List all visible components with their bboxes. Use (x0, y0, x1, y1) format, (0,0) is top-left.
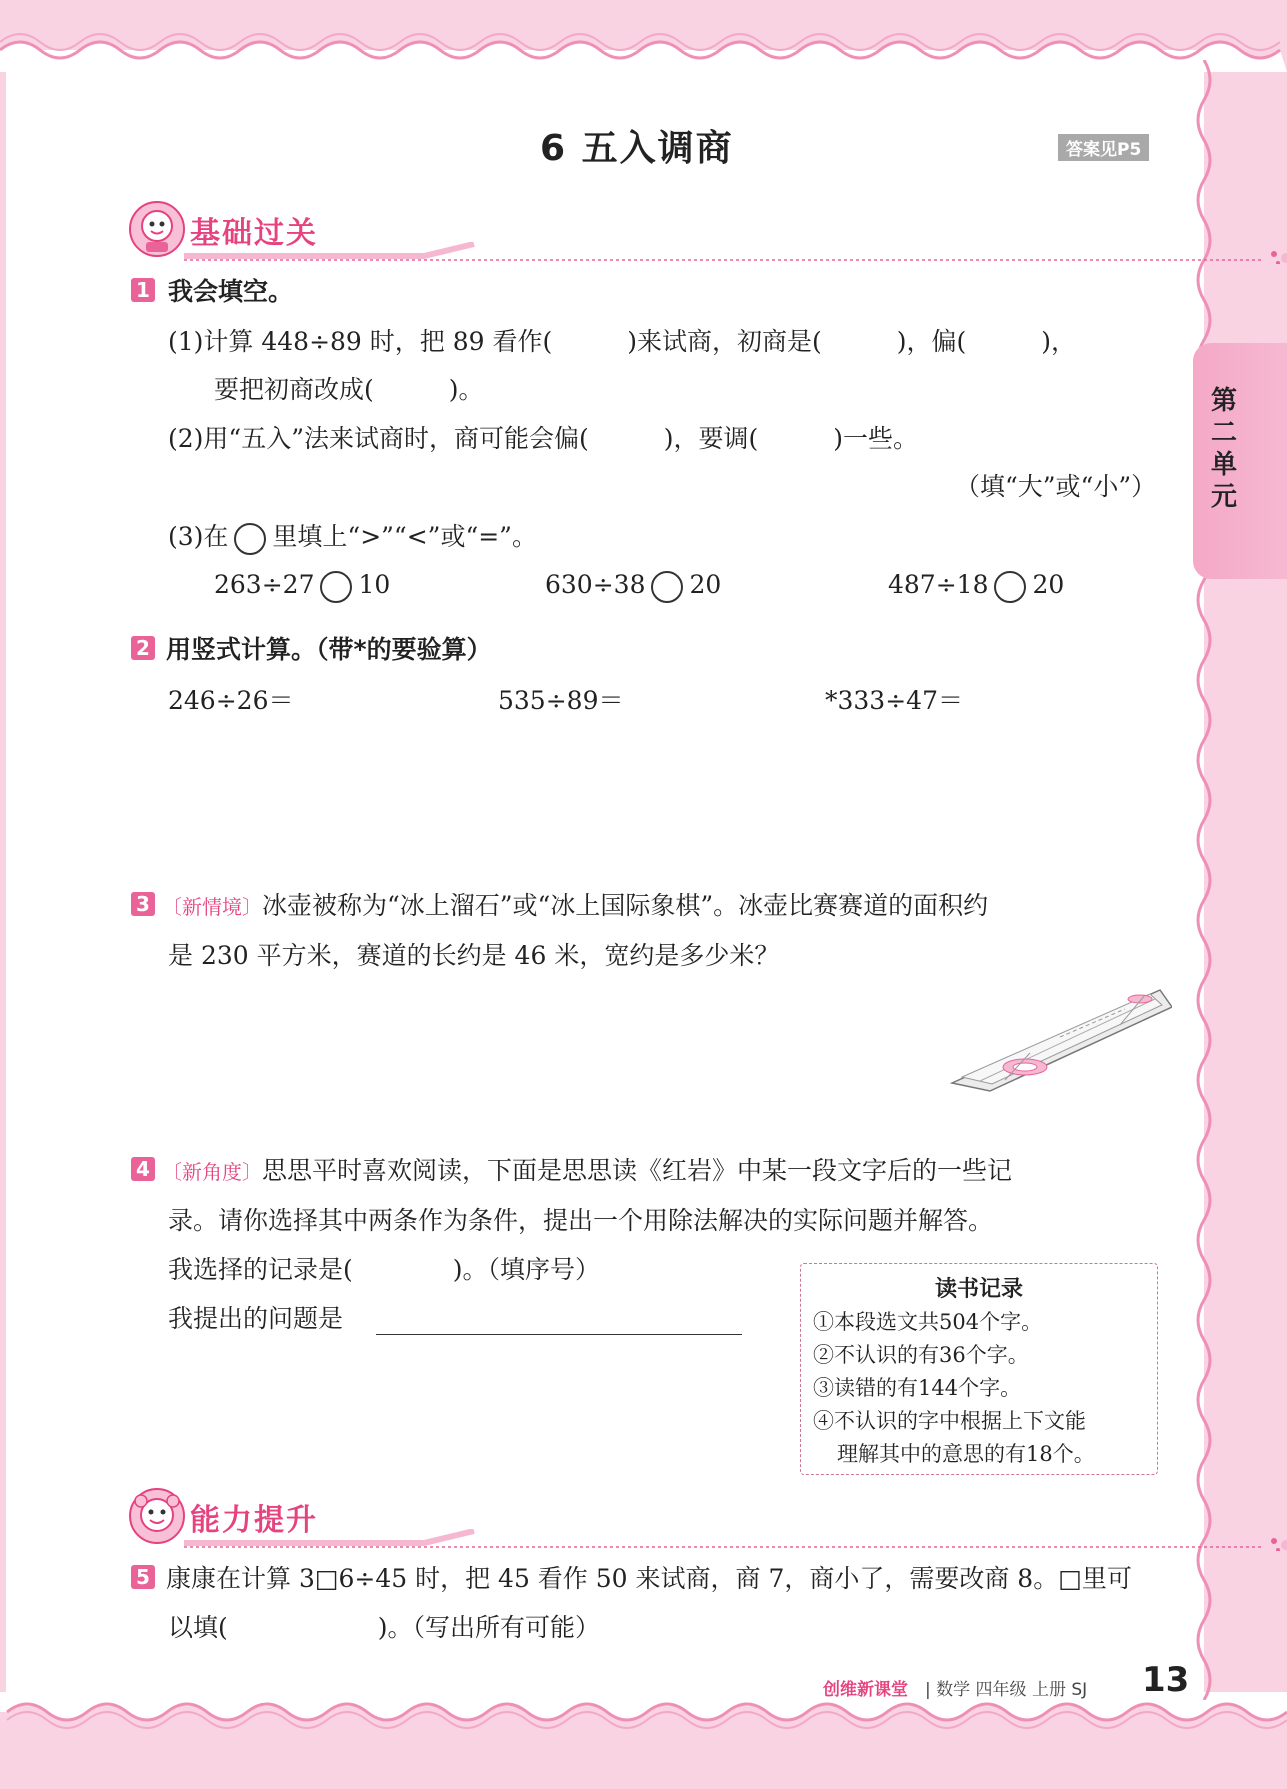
section-divider (184, 242, 1287, 264)
comparison-item-1 (214, 570, 390, 603)
question-number-2: 2 (131, 636, 155, 660)
unit-side-tab (1193, 343, 1287, 579)
comparison-answer-circle[interactable] (994, 571, 1026, 603)
q1-part2-line1: (2)用“五入”法来试商时，商可能会偏( )，要调( )一些。 (168, 424, 918, 453)
footer-brand: 创维新课堂 (823, 1680, 908, 1700)
question-number-4: 4 (131, 1157, 155, 1181)
comparison-item-3 (888, 570, 1064, 603)
comparison-item-2 (545, 570, 721, 603)
section-divider (184, 1529, 1287, 1551)
top-wave-border (0, 32, 1287, 72)
q2-prompt: 用竖式计算。（带*的要验算） (166, 635, 492, 664)
section-advanced (128, 1487, 1198, 1547)
comparison-left: 263÷27 (214, 570, 315, 599)
reading-record-item: ①本段选文共504个字。 (813, 1310, 1043, 1334)
comparison-right: 10 (358, 570, 391, 599)
section-basic-title: 基础过关 (190, 216, 318, 251)
right-wave-border (1190, 60, 1216, 1700)
mascot-icon (128, 1487, 186, 1545)
bottom-wave-border (0, 1692, 1287, 1732)
q4-answer-line[interactable] (376, 1334, 742, 1335)
q2-item-2: 535÷89＝ (498, 686, 624, 715)
q1-part1-line2: 要把初商改成( )。 (214, 375, 484, 404)
q4-line3: 我选择的记录是( )。（填序号） (168, 1255, 601, 1284)
reading-record-item: ②不认识的有36个字。 (813, 1343, 1029, 1367)
q3-text1: 冰壶被称为“冰上溜石”或“冰上国际象棋”。冰壶比赛赛道的面积约 (262, 891, 989, 920)
section-basic (128, 200, 1198, 260)
question-number-5: 5 (131, 1565, 155, 1589)
q5-line1: 康康在计算 3□6÷45 时，把 45 看作 50 来试商，商 7，商小了，需要改商 8。□里可 (166, 1564, 1132, 1593)
q4-tag: 〔新角度〕 (162, 1160, 262, 1184)
unit-side-tab-label: 第二单元 (1211, 386, 1238, 512)
mascot-icon (128, 200, 186, 258)
page-number: 13 (1142, 1660, 1190, 1700)
q4-line1 (162, 1151, 1012, 1187)
reading-record-box (800, 1263, 1158, 1475)
reading-record-item: ④不认识的字中根据上下文能 (813, 1409, 1086, 1433)
q4-text1: 思思平时喜欢阅读，下面是思思读《红岩》中某一段文字后的一些记 (262, 1156, 1013, 1185)
comparison-left: 630÷38 (545, 570, 646, 599)
curling-track-illustration (950, 985, 1172, 1093)
question-number-3: 3 (131, 892, 155, 916)
comparison-right: 20 (689, 570, 722, 599)
q4-line2: 录。请你选择其中两条作为条件，提出一个用除法解决的实际问题并解答。 (168, 1206, 994, 1235)
q1-part2-hint: （填“大”或“小”） (955, 472, 1157, 501)
q2-item-3: *333÷47＝ (825, 686, 963, 715)
q4-line4: 我提出的问题是 (168, 1304, 344, 1333)
section-advanced-title: 能力提升 (190, 1503, 318, 1538)
question-number-1: 1 (131, 278, 155, 302)
q5-line2: 以填( )。（写出所有可能） (168, 1613, 601, 1642)
comparison-answer-circle[interactable] (320, 571, 352, 603)
reading-record-title: 读书记录 (934, 1277, 1023, 1302)
q3-line1 (162, 886, 988, 922)
comparison-right: 20 (1032, 570, 1065, 599)
reading-record-item: ③读错的有144个字。 (813, 1376, 1022, 1400)
q3-line2: 是 230 平方米，赛道的长约是 46 米，宽约是多少米？ (168, 941, 780, 970)
page-title: 6 五入调商 (540, 128, 734, 169)
comparison-left: 487÷18 (888, 570, 989, 599)
answer-reference-badge: 答案见P5 (1058, 134, 1149, 161)
comparison-circle (234, 523, 266, 555)
q1-part3 (168, 517, 537, 555)
q1-prompt: 我会填空。 (168, 277, 294, 306)
q1-part3-prefix: (3)在 (168, 522, 229, 551)
q3-tag: 〔新情境〕 (162, 895, 262, 919)
footer-subtitle: | 数学 四年级 上册 SJ (925, 1680, 1088, 1700)
q2-item-1: 246÷26＝ (168, 686, 294, 715)
reading-record-item: 理解其中的意思的有18个。 (837, 1442, 1095, 1466)
q1-part3-suffix: 里填上“>”“<”或“=”。 (272, 522, 537, 551)
comparison-answer-circle[interactable] (651, 571, 683, 603)
q1-part1-line1: (1)计算 448÷89 时，把 89 看作( )来试商，初商是( )，偏( )， (168, 327, 1077, 356)
